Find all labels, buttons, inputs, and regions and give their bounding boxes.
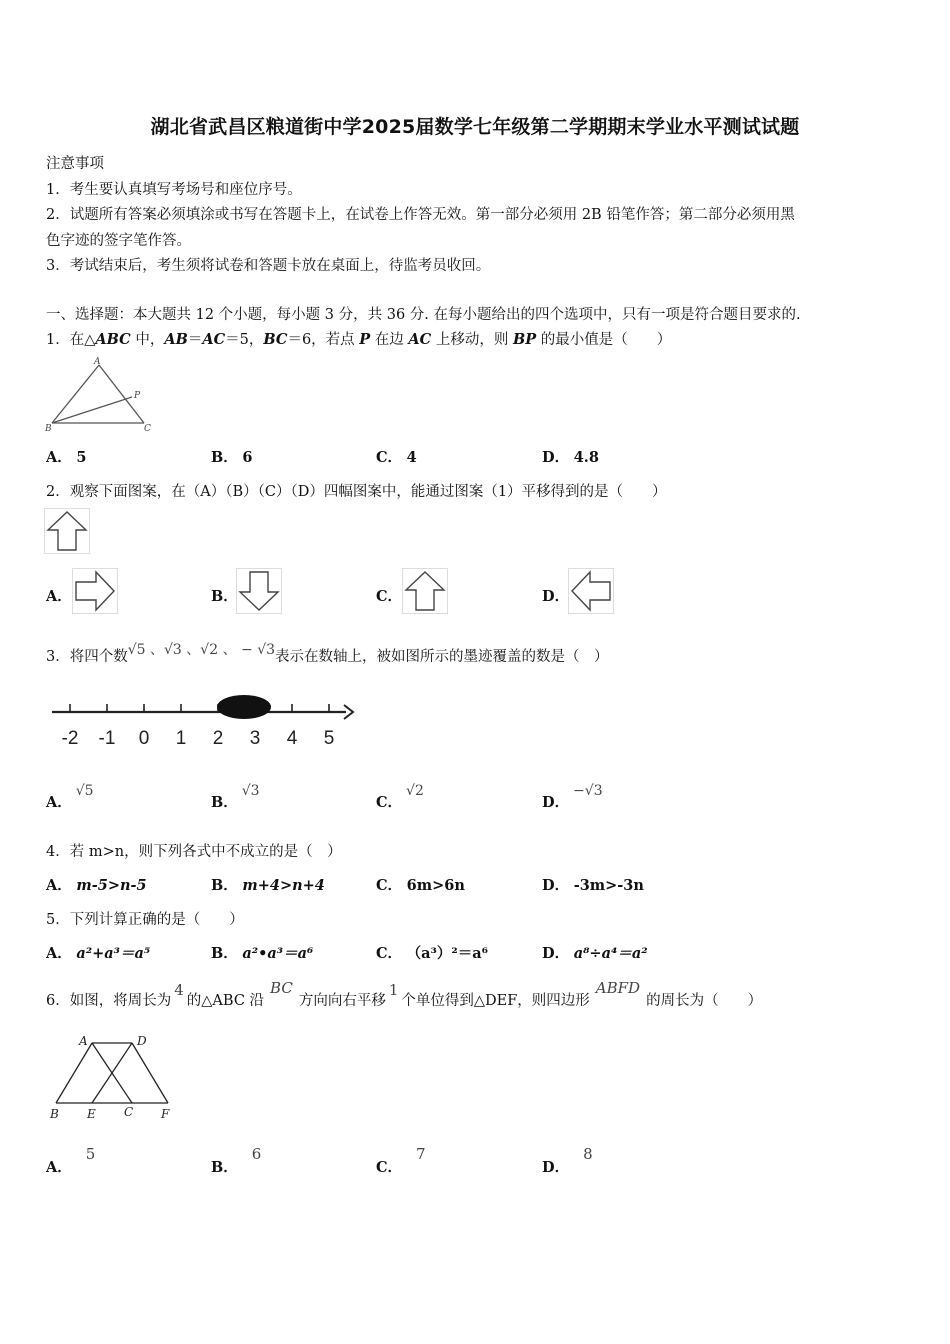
q1-option-b[interactable]: B． 6	[211, 449, 253, 466]
ink-blot	[217, 695, 271, 719]
q2-option-d[interactable]: D．	[542, 588, 570, 605]
q6-label-a: A	[79, 1034, 88, 1048]
notice-item-2-cont: 色字迹的签字笔作答。	[46, 233, 191, 249]
question-5-stem: 5．下列计算正确的是（ ）	[46, 912, 244, 928]
page-title: 湖北省武昌区粮道街中学2025届数学七年级第二学期期末学业水平测试试题	[150, 116, 800, 138]
arrow-down-icon	[236, 568, 282, 614]
number-line-figure	[48, 690, 358, 752]
arrow-left-icon	[568, 568, 614, 614]
q6-option-d[interactable]: D．8	[542, 1145, 593, 1176]
section-heading: 一、选择题：本大题共 12 个小题，每小题 3 分，共 36 分. 在每小题给出的四个选项中，只有一项是符合题目要求的.	[46, 307, 801, 323]
notice-heading: 注意事项	[46, 156, 104, 172]
q1-option-d[interactable]: D． 4.8	[542, 449, 599, 466]
number-line-label: 1	[175, 728, 187, 749]
notice-item-3: 3．考试结束后，考生须将试卷和答题卡放在桌面上，待监考员收回。	[46, 258, 491, 274]
arrow-up-icon	[44, 508, 90, 554]
q6-label-e: E	[87, 1107, 96, 1121]
q2-option-b[interactable]: B．	[211, 588, 238, 605]
q2-option-a[interactable]: A．	[46, 588, 72, 605]
q1-label-p: P	[134, 391, 141, 401]
question-6-figure	[46, 1033, 186, 1123]
q4-option-c[interactable]: C． 6m>6n	[376, 877, 465, 894]
question-3-stem: 3．将四个数√5 、√3 、√2 、 − √3表示在数轴上，被如图所示的墨迹覆盖的数是（ ）	[46, 642, 609, 665]
q6-label-f: F	[161, 1107, 170, 1121]
q3-option-c[interactable]: C．√2	[376, 783, 424, 811]
q1-label-b: B	[45, 424, 52, 434]
q4-option-a[interactable]: A． m-5>n-5	[46, 877, 147, 894]
question-4-stem: 4．若 m>n，则下列各式中不成立的是（ ）	[46, 844, 342, 860]
question-1-stem: 1．在△ABC 中，AB＝AC＝5，BC＝6，若点 P 在边 AC 上移动，则 BP 的最小值是（ ）	[46, 331, 672, 348]
notice-item-1: 1．考生要认真填写考场号和座位序号。	[46, 182, 302, 198]
q3-option-d[interactable]: D．−√3	[542, 783, 603, 811]
q6-label-b: B	[50, 1107, 59, 1121]
q5-option-b[interactable]: B． a²•a³＝a⁶	[211, 945, 314, 962]
q6-option-a[interactable]: A．5	[46, 1145, 96, 1176]
q1-label-c: C	[144, 424, 151, 434]
q3-option-b[interactable]: B．√3	[211, 783, 260, 811]
q6-label-d: D	[137, 1034, 147, 1048]
number-line-label: 2	[212, 728, 224, 749]
question-2-stem: 2．观察下面图案，在（A）（B）（C）（D）四幅图案中，能通过图案（1）平移得到的是（ ）	[46, 484, 667, 500]
number-line-label: -1	[98, 728, 116, 749]
q5-option-c[interactable]: C． （a³）²＝a⁶	[376, 945, 488, 962]
number-line-label: 4	[286, 728, 298, 749]
q6-option-b[interactable]: B．6	[211, 1145, 262, 1176]
q4-option-b[interactable]: B． m+4>n+4	[211, 877, 325, 894]
number-line-label: 3	[249, 728, 261, 749]
q6-label-c: C	[124, 1105, 134, 1119]
arrow-up-icon	[402, 568, 448, 614]
number-line-label: -2	[61, 728, 79, 749]
arrow-right-icon	[72, 568, 118, 614]
q1-option-c[interactable]: C． 4	[376, 449, 417, 466]
q3-option-a[interactable]: A．√5	[46, 783, 94, 811]
question-1-figure	[44, 355, 156, 433]
q4-option-d[interactable]: D． -3m>-3n	[542, 877, 644, 894]
q6-option-c[interactable]: C．7	[376, 1145, 426, 1176]
q1-label-a: A	[94, 357, 101, 367]
q5-option-a[interactable]: A． a²+a³＝a⁵	[46, 945, 151, 962]
number-line-label: 0	[138, 728, 150, 749]
q2-option-c[interactable]: C．	[376, 588, 403, 605]
q1-option-a[interactable]: A． 5	[46, 449, 87, 466]
question-6-stem: 6．如图，将周长为4的△ABC 沿BC方向向右平移1个单位得到△DEF，则四边形ABFD的周长为（ ）	[46, 979, 763, 1009]
notice-item-2: 2．试题所有答案必须填涂或书写在答题卡上，在试卷上作答无效。第一部分必须用 2B 铅笔作答；第二部分必须用黑	[46, 207, 795, 223]
q5-option-d[interactable]: D． a⁸÷a⁴＝a²	[542, 945, 648, 962]
number-line-label: 5	[323, 728, 335, 749]
